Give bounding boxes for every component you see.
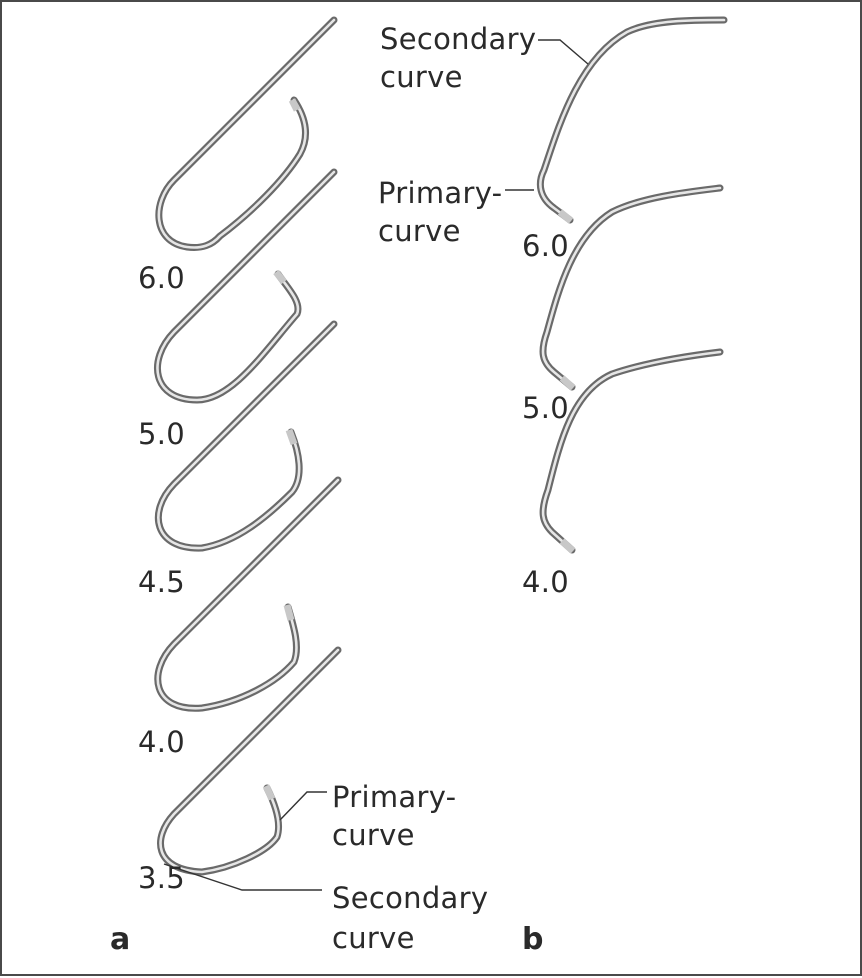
panel-letter-a: a <box>110 922 131 957</box>
leader-a-primary <box>280 792 327 820</box>
panel-letter-b: b <box>522 922 544 957</box>
size-label: 4.0 <box>138 725 186 759</box>
size-label: 4.5 <box>138 565 186 599</box>
secondary-curve-callout: Secondary curve <box>380 22 537 94</box>
leader-b-secondary <box>538 40 588 64</box>
size-label: 4.0 <box>522 565 570 599</box>
size-label: 3.5 <box>138 861 186 895</box>
secondary-curve-callout: Secondary curve <box>332 881 489 955</box>
primary-curve-callout: Primary- curve <box>378 176 503 248</box>
size-label: 5.0 <box>138 417 186 451</box>
catheter-a-6-0 <box>159 20 334 248</box>
size-label: 6.0 <box>138 261 186 295</box>
size-label: 6.0 <box>522 229 570 263</box>
primary-curve-callout: Primary- curve <box>332 780 457 852</box>
size-label: 5.0 <box>522 391 570 425</box>
catheter-a-3-5 <box>161 650 338 872</box>
